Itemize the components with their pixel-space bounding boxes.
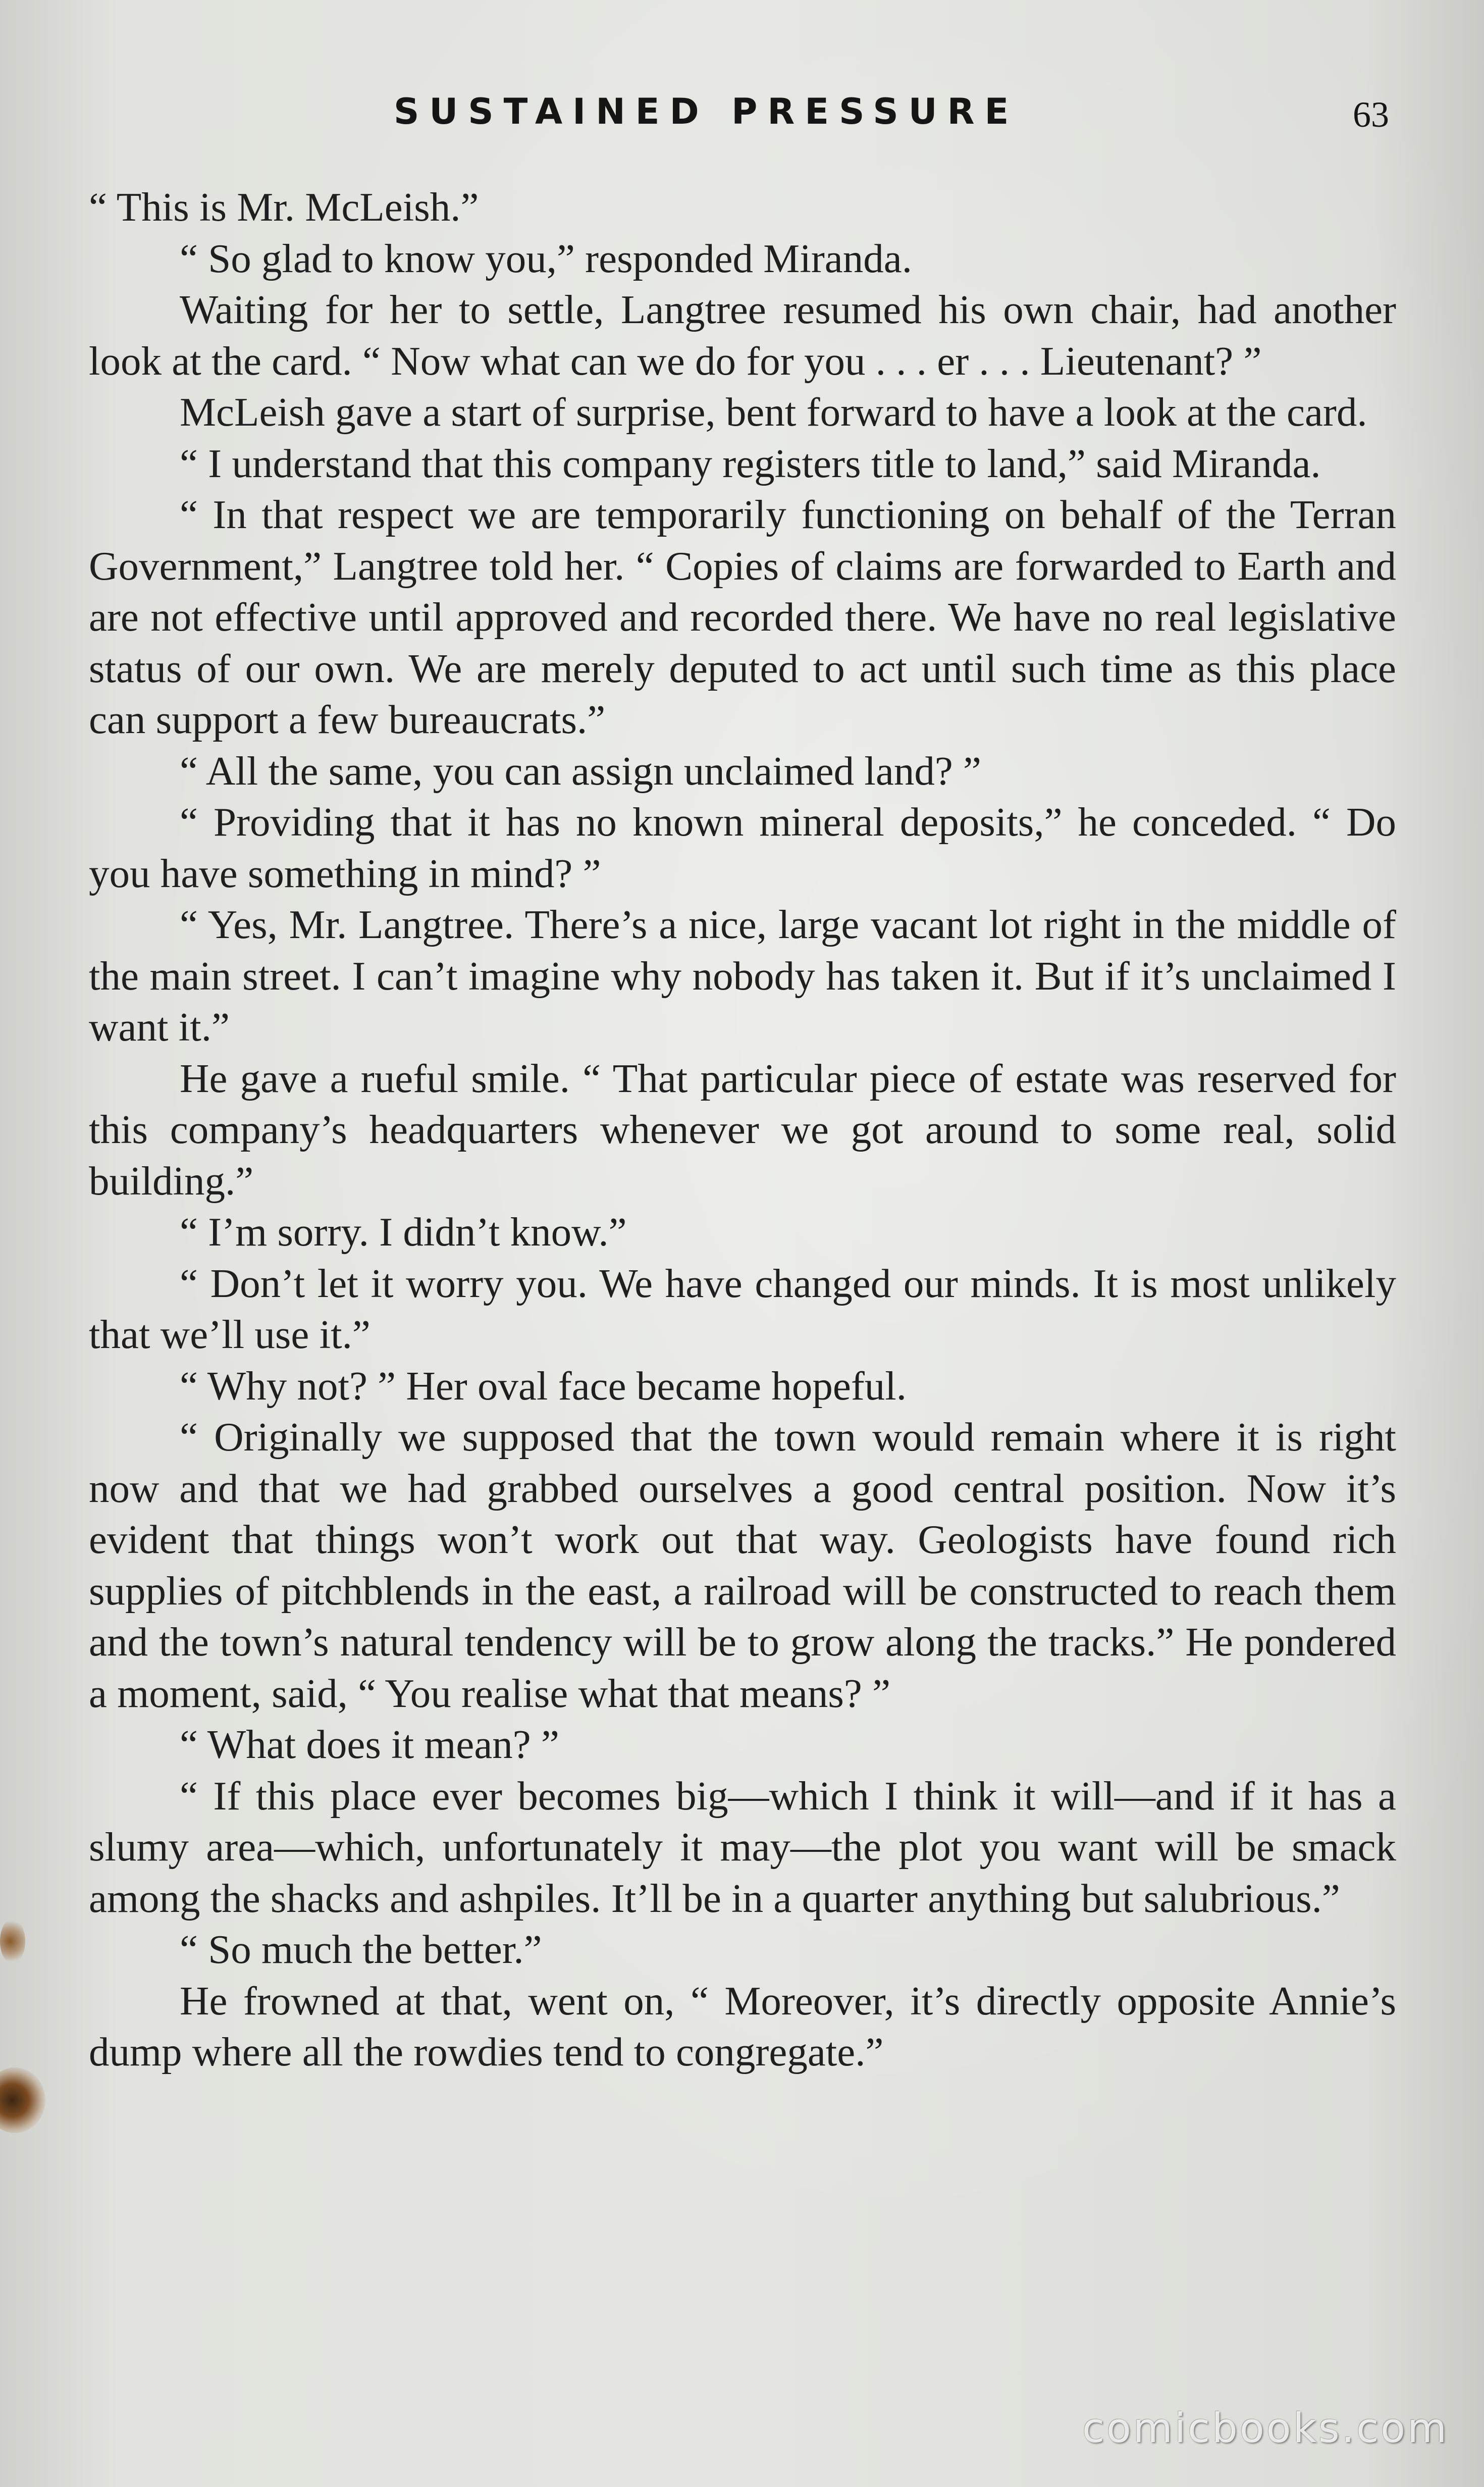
paragraph: McLeish gave a start of surprise, bent forward to have a look at the card. [180,389,1367,435]
paragraph: “ Yes, Mr. Langtree. There’s a nice, large vacant lot right in the middle of the main street. I can’t imagine why nobody has taken it. But if it’s unclaimed I want it.” [89,902,1396,1050]
paragraph: “ Providing that it has no known mineral deposits,” he conceded. “ Do you have something in mind? ” [89,799,1396,896]
page-number: 63 [1353,94,1389,135]
paragraph: “ This is Mr. McLeish.” [89,184,479,230]
rust-stain [0,2067,45,2133]
paragraph: He gave a rueful smile. “ That particular piece of estate was reserved for this company’s headquarters whenever we got around to some real, solid building.” [89,1055,1396,1204]
paragraph: “ Don’t let it worry you. We have changed our minds. It is most unlikely that we’ll use it.” [89,1260,1396,1357]
paragraph: “ All the same, you can assign unclaimed land? ” [180,748,982,794]
paragraph: “ What does it mean? ” [180,1722,559,1767]
paragraph: He frowned at that, went on, “ Moreover, it’s directly opposite Annie’s dump where all the rowdies tend to congregate.” [89,1978,1396,2075]
running-title: SUSTAINED PRESSURE [394,91,1019,132]
paragraph: “ Originally we supposed that the town would remain where it is right now and that we had grabbed ourselves a good central position. Now it’s evident that things won’t work out that way. Geologists have found rich supplies of pitchblends in the east, a railroad will be constructed to reach them and the town’s natural tendency will be to grow along the tracks.” He pondered a moment, said, “ You realise what that means? ” [89,1414,1396,1716]
watermark: comicbooks.com [1082,2405,1449,2452]
body-text [89,182,1396,2078]
rust-stain [0,1919,25,1964]
paragraph: “ So glad to know you,” responded Miranda. [180,235,912,281]
paragraph: “ So much the better.” [180,1927,542,1972]
paragraph: “ In that respect we are temporarily functioning on behalf of the Terran Government,” Langtree told her. “ Copies of claims are forwarded to Earth and are not effective until approved and recorded there. We have no real legislative status of our own. We are merely deputed to act until such time as this place can support a few bureaucrats.” [89,492,1396,742]
paragraph: “ If this place ever becomes big—which I think it will—and if it has a slumy area—which, unfortunately it may—the plot you want will be smack among the shacks and ashpiles. It’ll be in a quarter anything but salubrious.” [89,1773,1396,1921]
paragraph: “ I’m sorry. I didn’t know.” [180,1209,627,1255]
paragraph: Waiting for her to settle, Langtree resumed his own chair, had another look at the card. “ Now what can we do for you . . . er . . . Lieutenant? ” [89,287,1396,384]
paragraph: “ Why not? ” Her oval face became hopeful. [180,1363,907,1409]
paragraph: “ I understand that this company registers title to land,” said Miranda. [180,440,1321,486]
